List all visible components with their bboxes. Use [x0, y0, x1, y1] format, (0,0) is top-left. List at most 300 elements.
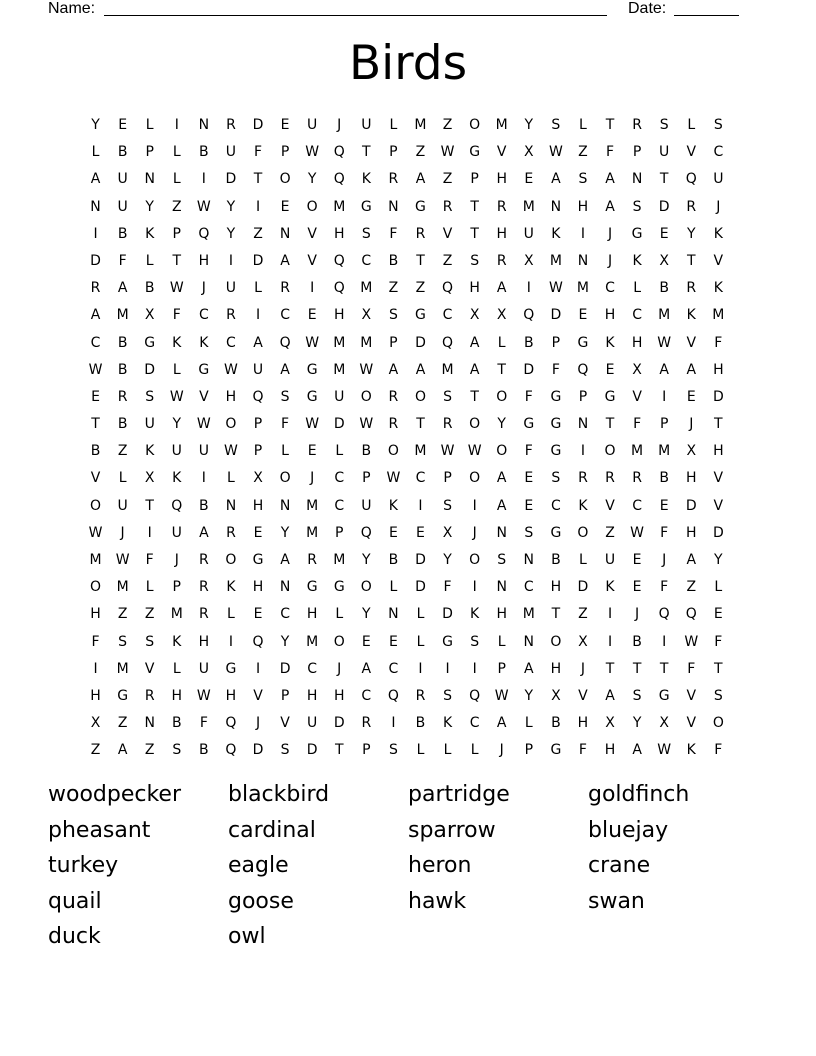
- grid-letter: F: [687, 660, 696, 677]
- grid-letter: D: [577, 579, 589, 596]
- grid-letter: U: [117, 497, 128, 514]
- grid-letter: D: [415, 579, 426, 596]
- grid-letter: X: [496, 307, 507, 324]
- grid-letter: J: [337, 117, 342, 133]
- grid-letter: Y: [362, 552, 371, 568]
- grid-letter: Y: [280, 633, 290, 650]
- grid-letter: U: [361, 117, 372, 133]
- grid-letter: P: [362, 742, 371, 759]
- grid-letter: O: [225, 552, 237, 568]
- grid-letter: B: [144, 280, 155, 297]
- grid-letter: L: [497, 633, 506, 650]
- grid-letter: K: [172, 633, 182, 650]
- grid-letter: F: [281, 416, 290, 433]
- grid-letter: M: [116, 660, 129, 677]
- grid-letter: S: [578, 171, 588, 188]
- grid-letter: K: [551, 225, 561, 242]
- grid-letter: A: [117, 280, 128, 297]
- grid-letter: X: [523, 252, 534, 269]
- grid-letter: T: [470, 388, 479, 405]
- grid-letter: V: [686, 687, 697, 704]
- grid-letter: W: [657, 334, 672, 351]
- grid-letter: Y: [172, 416, 182, 433]
- grid-letter: L: [579, 117, 587, 133]
- grid-letter: V: [713, 497, 724, 514]
- grid-letter: D: [252, 742, 264, 759]
- grid-letter: Q: [442, 280, 454, 297]
- grid-letter: H: [225, 687, 237, 704]
- word-list-item: cardinal: [228, 817, 316, 843]
- grid-letter: C: [361, 252, 372, 269]
- grid-letter: R: [117, 388, 128, 405]
- grid-letter: I: [607, 606, 613, 623]
- grid-letter: Z: [171, 198, 182, 215]
- grid-letter: A: [469, 334, 480, 351]
- grid-row: [82, 221, 732, 248]
- date-line: [674, 15, 739, 16]
- grid-letter: M: [360, 280, 373, 297]
- grid-row: [82, 438, 732, 465]
- grid-letter: G: [306, 388, 318, 405]
- grid-letter: D: [252, 117, 264, 133]
- grid-letter: Q: [360, 524, 372, 541]
- grid-letter: L: [416, 633, 425, 650]
- grid-letter: M: [170, 606, 183, 623]
- grid-letter: B: [90, 443, 101, 460]
- grid-letter: G: [144, 334, 156, 351]
- grid-letter: T: [632, 660, 642, 677]
- grid-letter: K: [605, 334, 615, 351]
- grid-letter: G: [550, 388, 562, 405]
- word-list-item: quail: [48, 888, 102, 914]
- grid-letter: F: [145, 552, 154, 568]
- grid-letter: T: [91, 416, 100, 433]
- grid-letter: D: [252, 252, 264, 269]
- grid-letter: C: [550, 497, 561, 514]
- grid-letter: W: [196, 416, 211, 433]
- grid-letter: G: [604, 388, 616, 405]
- grid-letter: P: [172, 225, 181, 242]
- grid-letter: P: [659, 416, 669, 433]
- word-list-item: partridge: [408, 782, 510, 807]
- grid-letter: O: [225, 416, 237, 433]
- grid-letter: A: [686, 552, 697, 568]
- grid-letter: O: [469, 552, 481, 568]
- grid-letter: L: [579, 552, 587, 568]
- grid-letter: N: [225, 497, 237, 514]
- grid-letter: H: [496, 225, 507, 242]
- grid-letter: A: [117, 742, 128, 759]
- grid-row: [82, 166, 732, 193]
- grid-letter: N: [631, 171, 643, 188]
- grid-letter: A: [496, 715, 507, 732]
- grid-letter: Q: [685, 606, 697, 623]
- grid-letter: G: [306, 361, 318, 378]
- grid-letter: Q: [577, 361, 589, 378]
- grid-letter: O: [306, 198, 318, 215]
- grid-letter: K: [172, 470, 182, 487]
- grid-letter: U: [198, 660, 209, 677]
- grid-letter: G: [523, 416, 535, 433]
- grid-letter: C: [90, 334, 101, 351]
- grid-letter: J: [201, 280, 206, 297]
- grid-letter: D: [415, 552, 426, 568]
- grid-letter: S: [280, 388, 290, 405]
- grid-letter: B: [632, 633, 642, 650]
- grid-letter: H: [171, 687, 183, 704]
- grid-letter: A: [280, 252, 290, 269]
- grid-letter: L: [335, 606, 344, 623]
- grid-letter: S: [388, 742, 398, 759]
- grid-letter: R: [198, 552, 209, 568]
- grid-letter: X: [659, 715, 669, 732]
- grid-letter: I: [472, 579, 477, 596]
- grid-letter: L: [118, 470, 127, 487]
- grid-letter: O: [90, 579, 102, 596]
- grid-letter: I: [228, 252, 233, 269]
- grid-letter: A: [686, 361, 697, 378]
- grid-letter: I: [147, 524, 152, 541]
- grid-row: [82, 574, 732, 601]
- grid-letter: S: [713, 117, 723, 133]
- grid-letter: L: [172, 361, 181, 378]
- grid-letter: E: [632, 579, 642, 596]
- grid-letter: E: [605, 361, 615, 378]
- grid-letter: P: [389, 334, 398, 351]
- grid-letter: K: [632, 252, 642, 269]
- grid-letter: I: [445, 660, 450, 677]
- grid-letter: W: [305, 144, 320, 161]
- grid-letter: I: [418, 660, 423, 677]
- grid-letter: G: [550, 524, 562, 541]
- grid-letter: N: [577, 416, 589, 433]
- grid-letter: W: [359, 416, 374, 433]
- grid-letter: X: [659, 252, 669, 269]
- grid-letter: D: [144, 361, 156, 378]
- grid-letter: O: [604, 443, 616, 460]
- grid-letter: A: [280, 552, 290, 568]
- grid-letter: I: [255, 198, 261, 215]
- grid-letter: Y: [307, 171, 317, 188]
- grid-letter: U: [225, 144, 237, 161]
- word-list-item: crane: [588, 853, 651, 878]
- word-list-item: turkey: [48, 853, 119, 878]
- grid-letter: W: [169, 388, 184, 405]
- grid-letter: P: [172, 579, 181, 596]
- grid-letter: C: [442, 307, 453, 324]
- grid-letter: S: [713, 687, 723, 704]
- grid-letter: E: [253, 606, 263, 623]
- grid-letter: X: [253, 470, 263, 487]
- grid-letter: H: [577, 715, 589, 732]
- grid-row: [82, 547, 732, 574]
- grid-letter: Y: [714, 552, 723, 568]
- grid-letter: U: [252, 361, 264, 378]
- grid-letter: F: [714, 742, 723, 759]
- grid-letter: X: [523, 144, 534, 161]
- grid-letter: E: [118, 117, 128, 133]
- grid-letter: H: [685, 524, 697, 541]
- grid-letter: U: [225, 280, 237, 297]
- grid-letter: J: [607, 252, 613, 269]
- grid-letter: F: [633, 416, 642, 433]
- grid-letter: E: [307, 307, 317, 324]
- grid-letter: W: [548, 144, 563, 161]
- grid-letter: U: [659, 144, 670, 161]
- grid-letter: T: [416, 252, 425, 269]
- word-list-item: owl: [228, 924, 266, 949]
- grid-letter: J: [255, 715, 261, 732]
- grid-letter: S: [551, 470, 561, 487]
- grid-letter: R: [415, 687, 426, 704]
- grid-letter: G: [442, 633, 453, 650]
- grid-letter: L: [389, 579, 398, 596]
- word-list-item: woodpecker: [48, 782, 182, 807]
- grid-letter: F: [199, 715, 208, 732]
- grid-letter: H: [333, 307, 345, 324]
- grid-letter: L: [524, 715, 533, 732]
- grid-letter: Z: [144, 606, 155, 623]
- grid-letter: N: [279, 497, 291, 514]
- grid-letter: D: [685, 497, 697, 514]
- grid-letter: C: [280, 307, 290, 324]
- grid-letter: E: [361, 633, 371, 650]
- word-list-item: eagle: [228, 853, 289, 878]
- grid-letter: T: [659, 660, 669, 677]
- grid-letter: A: [524, 660, 534, 677]
- grid-letter: C: [334, 470, 345, 487]
- grid-letter: M: [89, 552, 102, 568]
- grid-letter: Z: [605, 524, 615, 541]
- grid-letter: W: [440, 144, 455, 161]
- grid-letter: M: [306, 633, 319, 650]
- grid-letter: H: [252, 579, 264, 596]
- grid-letter: K: [145, 443, 155, 460]
- grid-letter: V: [199, 388, 209, 405]
- grid-letter: H: [306, 687, 318, 704]
- grid-letter: F: [551, 361, 560, 378]
- grid-letter: V: [686, 715, 697, 732]
- grid-letter: C: [226, 334, 236, 351]
- word-list-item: swan: [588, 888, 645, 914]
- grid-letter: D: [442, 606, 453, 623]
- grid-letter: W: [169, 280, 184, 297]
- grid-letter: V: [713, 470, 724, 487]
- grid-letter: H: [252, 497, 264, 514]
- grid-letter: I: [662, 388, 667, 405]
- grid-letter: C: [469, 715, 480, 732]
- grid-letter: P: [253, 443, 263, 460]
- grid-row: [82, 302, 732, 329]
- grid-letter: Y: [443, 552, 452, 568]
- grid-letter: O: [550, 633, 562, 650]
- grid-letter: H: [496, 171, 507, 188]
- grid-letter: F: [714, 334, 723, 351]
- grid-letter: P: [551, 334, 561, 351]
- grid-letter: O: [279, 171, 291, 188]
- grid-letter: G: [550, 742, 562, 759]
- grid-letter: Y: [91, 117, 100, 133]
- grid-letter: M: [495, 117, 508, 133]
- grid-letter: C: [632, 497, 642, 514]
- grid-letter: X: [632, 361, 642, 378]
- grid-letter: G: [577, 334, 589, 351]
- grid-letter: O: [469, 416, 481, 433]
- grid-letter: C: [198, 307, 209, 324]
- grid-letter: J: [689, 416, 694, 433]
- grid-letter: D: [712, 524, 724, 541]
- grid-letter: E: [253, 524, 263, 541]
- word-list-item: goldfinch: [588, 782, 690, 807]
- grid-letter: G: [306, 579, 318, 596]
- grid-letter: E: [524, 171, 534, 188]
- grid-letter: E: [578, 307, 588, 324]
- grid-row: [82, 629, 732, 656]
- grid-letter: D: [279, 660, 291, 677]
- grid-letter: Q: [198, 225, 210, 242]
- grid-letter: U: [198, 443, 209, 460]
- grid-letter: Q: [658, 606, 670, 623]
- grid-letter: S: [361, 225, 371, 242]
- grid-letter: M: [306, 497, 319, 514]
- word-list-item: sparrow: [408, 817, 496, 843]
- grid-letter: B: [117, 361, 128, 378]
- grid-letter: T: [253, 171, 263, 188]
- grid-letter: R: [686, 198, 697, 215]
- grid-letter: A: [415, 171, 426, 188]
- grid-letter: B: [117, 144, 128, 161]
- grid-letter: N: [388, 198, 399, 215]
- grid-letter: T: [714, 416, 723, 433]
- grid-letter: W: [196, 687, 211, 704]
- grid-letter: B: [551, 552, 561, 568]
- grid-letter: T: [362, 144, 371, 161]
- grid-letter: D: [415, 334, 426, 351]
- grid-letter: P: [362, 470, 371, 487]
- grid-letter: Y: [497, 416, 506, 433]
- grid-letter: R: [307, 552, 318, 568]
- grid-letter: Q: [171, 497, 183, 514]
- grid-letter: Q: [333, 171, 345, 188]
- grid-letter: L: [254, 280, 262, 297]
- grid-letter: X: [144, 470, 155, 487]
- grid-letter: W: [305, 416, 320, 433]
- grid-letter: D: [90, 252, 101, 269]
- grid-letter: S: [470, 633, 480, 650]
- grid-letter: O: [387, 443, 399, 460]
- grid-letter: H: [469, 280, 480, 297]
- grid-letter: H: [198, 633, 210, 650]
- grid-row: [82, 493, 732, 520]
- grid-letter: N: [144, 171, 155, 188]
- grid-letter: R: [144, 687, 155, 704]
- grid-letter: M: [414, 117, 427, 133]
- grid-letter: L: [443, 742, 452, 759]
- grid-letter: B: [171, 715, 182, 732]
- grid-letter: V: [632, 388, 642, 405]
- grid-letter: I: [255, 660, 261, 677]
- grid-letter: W: [196, 198, 211, 215]
- grid-letter: D: [333, 416, 345, 433]
- grid-letter: V: [686, 334, 697, 351]
- grid-letter: P: [253, 416, 263, 433]
- grid-letter: N: [523, 552, 535, 568]
- grid-letter: W: [224, 361, 238, 378]
- grid-letter: B: [199, 144, 209, 161]
- grid-letter: L: [172, 144, 181, 161]
- grid-letter: R: [388, 171, 399, 188]
- grid-letter: H: [631, 334, 643, 351]
- grid-letter: W: [630, 524, 645, 541]
- grid-letter: M: [712, 307, 725, 324]
- grid-letter: J: [310, 470, 315, 487]
- grid-letter: U: [604, 552, 616, 568]
- grid-letter: X: [442, 524, 453, 541]
- grid-letter: J: [499, 742, 504, 759]
- grid-letter: X: [551, 687, 561, 704]
- grid-row: [82, 411, 732, 438]
- grid-letter: P: [145, 144, 154, 161]
- word-search-grid: [82, 112, 732, 765]
- grid-letter: A: [551, 171, 561, 188]
- grid-letter: S: [632, 687, 642, 704]
- grid-letter: I: [391, 715, 396, 732]
- grid-letter: T: [416, 416, 425, 433]
- grid-letter: I: [418, 497, 423, 514]
- grid-letter: X: [578, 633, 588, 650]
- grid-letter: F: [389, 225, 398, 242]
- grid-letter: I: [201, 171, 206, 188]
- grid-letter: H: [496, 606, 507, 623]
- grid-letter: Z: [117, 715, 128, 732]
- grid-letter: I: [310, 280, 315, 297]
- grid-letter: C: [713, 144, 724, 161]
- grid-letter: A: [280, 361, 290, 378]
- grid-letter: V: [90, 470, 101, 487]
- grid-letter: U: [307, 117, 318, 133]
- grid-letter: G: [198, 361, 210, 378]
- grid-letter: C: [361, 687, 372, 704]
- grid-row: [82, 465, 732, 492]
- grid-letter: Z: [117, 606, 128, 623]
- grid-letter: Q: [225, 742, 237, 759]
- grid-letter: I: [607, 633, 613, 650]
- grid-letter: L: [416, 606, 425, 623]
- grid-letter: J: [472, 524, 477, 541]
- grid-letter: I: [472, 497, 477, 514]
- grid-letter: Y: [632, 715, 642, 732]
- grid-letter: U: [144, 416, 155, 433]
- grid-letter: I: [255, 307, 261, 324]
- grid-letter: V: [496, 144, 507, 161]
- grid-letter: F: [714, 633, 723, 650]
- name-line: [104, 15, 607, 16]
- grid-letter: J: [337, 660, 342, 677]
- grid-letter: S: [470, 252, 480, 269]
- grid-letter: I: [174, 117, 179, 133]
- grid-letter: T: [686, 252, 696, 269]
- grid-letter: T: [172, 252, 182, 269]
- grid-letter: S: [145, 388, 155, 405]
- grid-letter: N: [523, 633, 535, 650]
- grid-letter: A: [659, 361, 669, 378]
- grid-letter: N: [90, 198, 101, 215]
- date-label: Date:: [628, 0, 667, 17]
- grid-letter: E: [686, 388, 696, 405]
- grid-letter: Q: [252, 633, 264, 650]
- grid-letter: T: [334, 742, 344, 759]
- grid-letter: Z: [578, 144, 588, 161]
